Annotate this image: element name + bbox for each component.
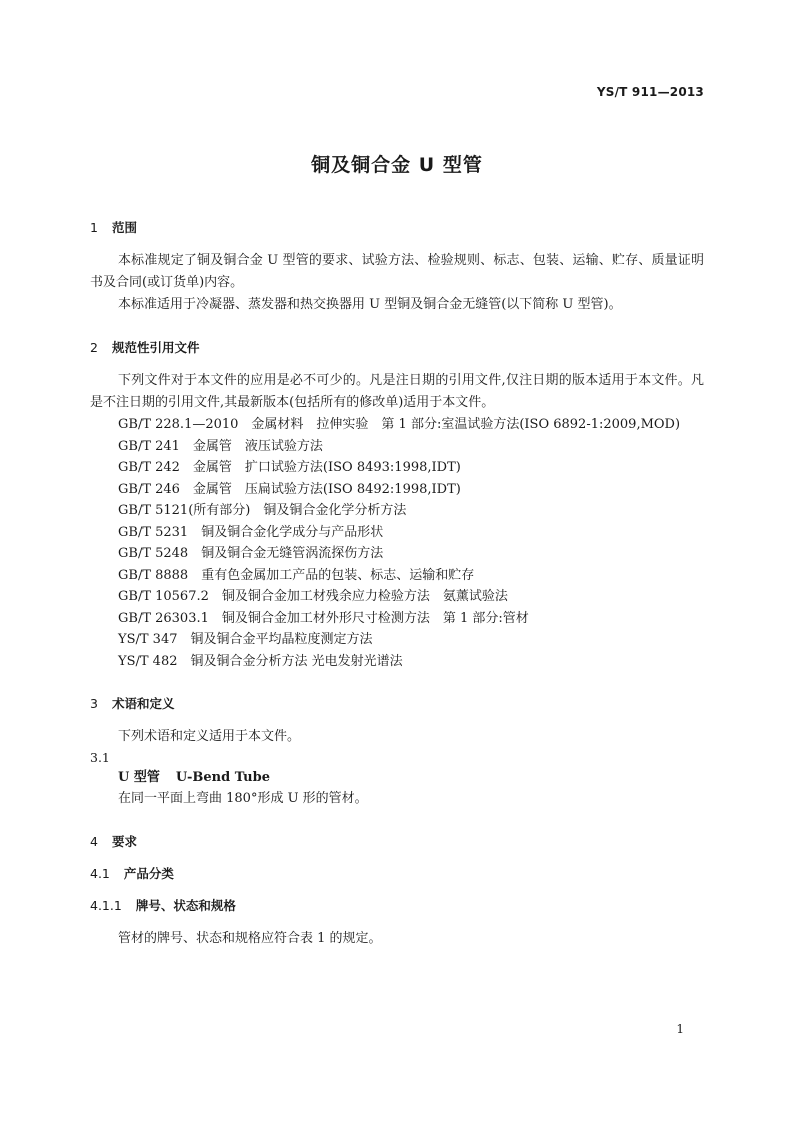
- section-1-heading: [90, 218, 704, 238]
- paragraph: 管材的牌号、状态和规格应符合表 1 的规定。: [118, 931, 382, 946]
- reference-item: GB/T 5231 铜及铜合金化学成分与产品形状: [118, 524, 384, 540]
- reference-item: GB/T 26303.1 铜及铜合金加工材外形尺寸检测方法 第 1 部分:管材: [118, 610, 529, 626]
- reference-item: GB/T 5248 铜及铜合金无缝管涡流探伤方法: [118, 546, 384, 561]
- section-title: 规范性引用文件: [111, 340, 200, 355]
- reference-item: GB/T 241 金属管 液压试验方法: [118, 438, 323, 454]
- subsection-title: 牌号、状态和规格: [135, 898, 236, 913]
- subsection-number: 4.1: [90, 866, 110, 881]
- section-title: 要求: [111, 834, 137, 849]
- reference-item: GB/T 228.1—2010 金属材料 拉伸实验 第 1 部分:室温试验方法(ISO 6892-1:2009,MOD): [118, 417, 681, 432]
- document-body: [90, 218, 704, 950]
- reference-item: GB/T 8888 重有色金属加工产品的包装、标志、运输和贮存: [118, 567, 475, 583]
- reference-item: GB/T 242 金属管 扩口试验方法(ISO 8493:1998,IDT): [118, 460, 461, 475]
- paragraph: 下列文件对于本文件的应用是必不可少的。凡是注日期的引用文件,仅注日期的版本适用于本文件。凡是不注日期的引用文件,其最新版本(包括所有的修改单)适用于本文件。: [90, 373, 704, 410]
- reference-item: GB/T 246 金属管 压扁试验方法(ISO 8492:1998,IDT): [118, 481, 461, 497]
- section-number: 4: [90, 834, 98, 849]
- reference-item: YS/T 347 铜及铜合金平均晶粒度测定方法: [118, 632, 373, 647]
- term-number: 3.1: [90, 750, 110, 765]
- subsection-number: 4.1.1: [90, 898, 122, 913]
- section-number: 2: [90, 340, 98, 355]
- paragraph: 本标准适用于冷凝器、蒸发器和热交换器用 U 型铜及铜合金无缝管(以下简称 U 型管)。: [118, 297, 622, 312]
- term-name-en: U-Bend Tube: [175, 770, 270, 785]
- paragraph: 下列术语和定义适用于本文件。: [118, 729, 301, 744]
- section-3-heading: [90, 694, 704, 714]
- subsection-title: 产品分类: [123, 866, 174, 881]
- reference-item: YS/T 482 铜及铜合金分析方法 光电发射光谱法: [118, 653, 403, 669]
- reference-item: GB/T 5121(所有部分) 铜及铜合金化学分析方法: [118, 503, 407, 518]
- section-title: 范围: [111, 220, 137, 235]
- term-definition: 在同一平面上弯曲 180°形成 U 形的管材。: [118, 791, 368, 806]
- section-number: 3: [90, 696, 98, 711]
- reference-item: GB/T 10567.2 铜及铜合金加工材残余应力检验方法 氨薰试验法: [118, 589, 508, 604]
- section-number: 1: [90, 220, 98, 235]
- term-name-cn: U 型管: [118, 770, 160, 785]
- section-2-heading: [90, 338, 704, 358]
- standard-code: YS/T 911—2013: [596, 85, 704, 99]
- section-4-heading: [90, 832, 704, 852]
- page-number: 1: [676, 1022, 684, 1036]
- term-name: [90, 768, 704, 788]
- subsection-4-1-heading: [90, 864, 704, 884]
- paragraph: 本标准规定了铜及铜合金 U 型管的要求、试验方法、检验规则、标志、包装、运输、贮存、质量证明书及合同(或订货单)内容。: [90, 253, 704, 290]
- section-title: 术语和定义: [111, 696, 175, 711]
- subsection-4-1-1-heading: [90, 896, 704, 916]
- document-title: 铜及铜合金 U 型管: [311, 154, 483, 176]
